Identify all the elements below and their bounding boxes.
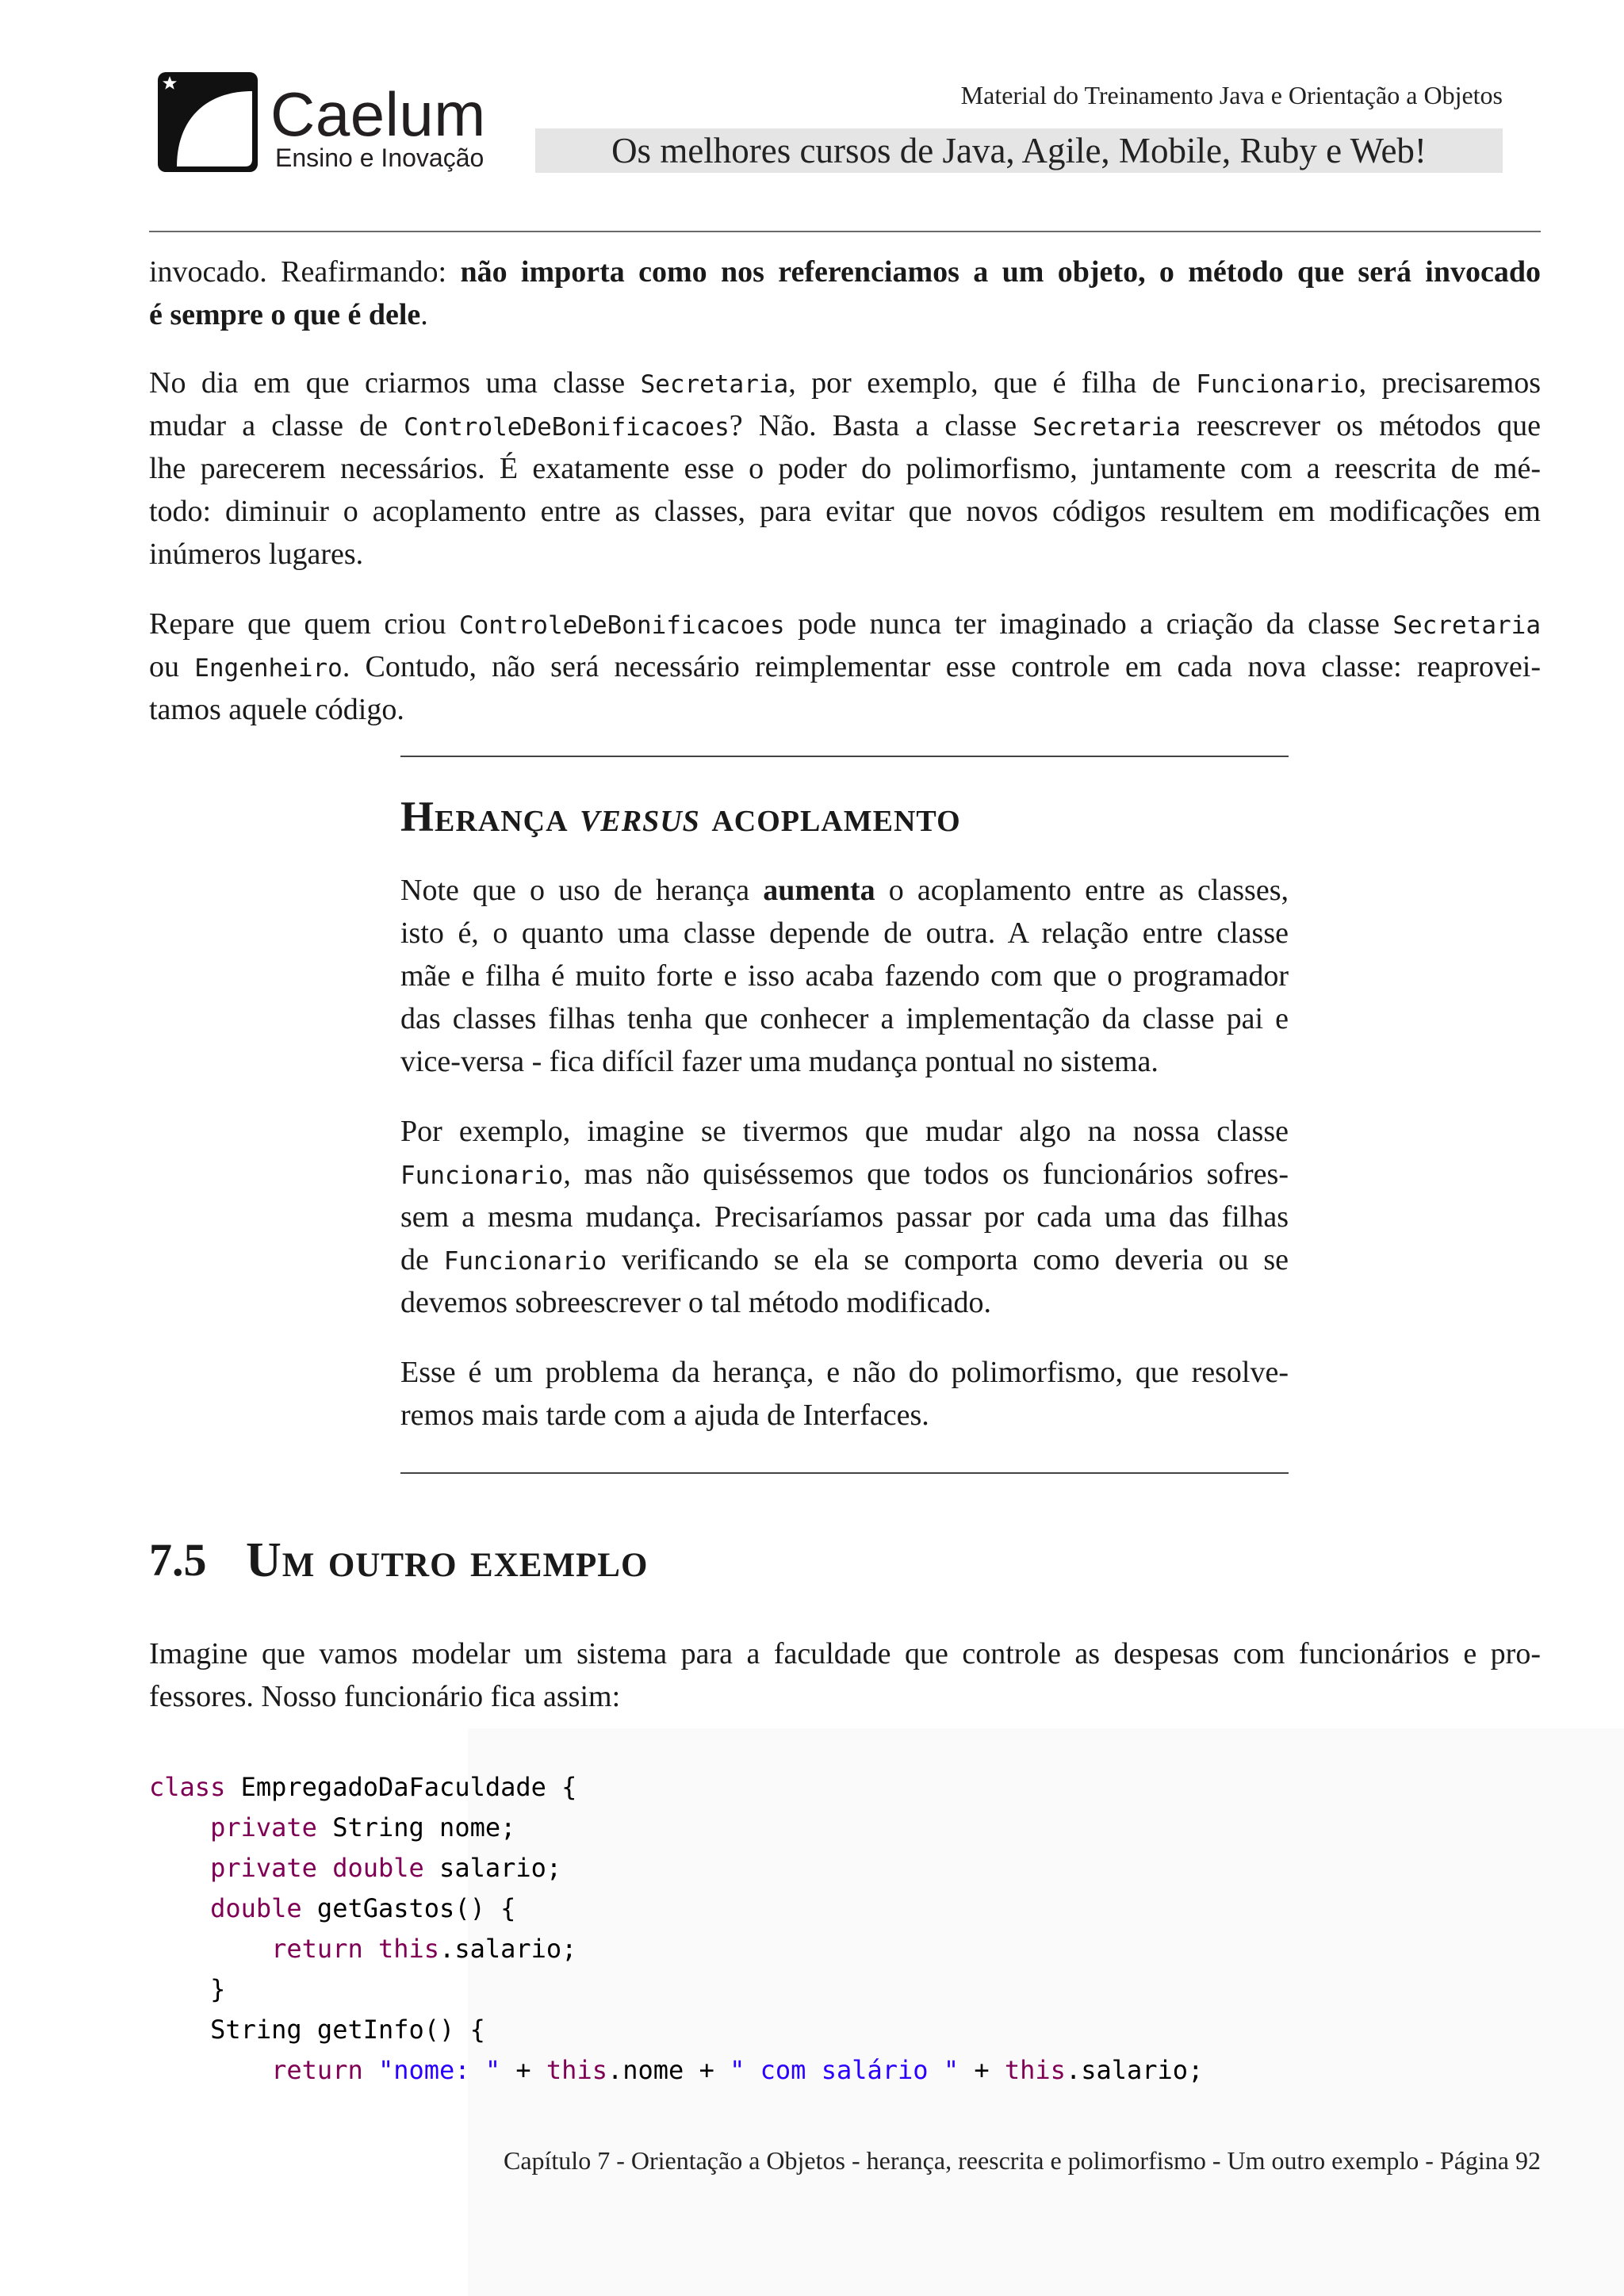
text-run: No dia em que criarmos uma classe [149, 366, 641, 400]
text-run: , por exemplo, que é filha de [788, 366, 1197, 400]
text-run: o acoplamento entre as classes, [875, 874, 1289, 907]
text-run: todo: diminuir o acoplamento entre as classes, para evitar que novos códigos resultem em modificações em [149, 495, 1541, 528]
text-line [400, 955, 1289, 997]
text-run: Herança [400, 793, 580, 840]
text-line [400, 912, 1289, 955]
text-run: das classes filhas tenha que conhecer a implementação da classe pai e [400, 1002, 1289, 1035]
text-run: isto é, o quanto uma classe depende de outra. A relação entre classe [400, 916, 1289, 950]
inline-code: Funcionario [1196, 370, 1359, 399]
text-run: invocado. Reafirmando: [149, 255, 461, 289]
text-line [149, 688, 1541, 731]
keyword: private [210, 1812, 317, 1843]
box-paragraph [400, 1110, 1289, 1324]
text-run: ou [149, 650, 195, 683]
text-line [149, 645, 1541, 688]
text-run: , precisaremos [1358, 366, 1541, 400]
text-run: lhe parecerem necessários. É exatamente esse o poder do polimorfismo, juntamente com a reescrita de mé- [149, 452, 1541, 485]
text-run: Repare que quem criou [149, 607, 459, 641]
text-run [149, 1812, 210, 1843]
text-run: , mas não quiséssemos que todos os funcionários sofres- [563, 1158, 1289, 1191]
text-run [149, 1853, 210, 1883]
text-run: de [400, 1243, 444, 1276]
inline-code: Funcionario [400, 1161, 564, 1190]
text-run: Imagine que vamos modelar um sistema para a faculdade que controle as despesas com funcionários e pro- [149, 1637, 1541, 1670]
text-run: pode nunca ter imaginado a criação da classe [784, 607, 1393, 641]
inline-code: Secretaria [1392, 611, 1541, 640]
text-run [363, 2055, 378, 2085]
page-footer: Capítulo 7 - Orientação a Objetos - herança, reescrita e polimorfismo - Um outro exemplo - Página 92 [503, 2146, 1541, 2175]
text-run: remos mais tarde com a ajuda de Interfaces. [400, 1399, 929, 1432]
text-run: Note que o uso de herança [400, 874, 764, 907]
code-listing [149, 1767, 1203, 2091]
text-run: .salario; [1065, 2055, 1204, 2085]
bold-text: aumenta [763, 874, 875, 907]
code-line [149, 1929, 1203, 1969]
text-line [149, 293, 1541, 336]
keyword: this [1004, 2055, 1066, 2085]
text-run [317, 1853, 332, 1883]
paragraph [149, 251, 1541, 336]
text-run: getGastos() { [301, 1893, 516, 1923]
logo-tagline: Ensino e Inovação [275, 144, 485, 172]
text-line [400, 1196, 1289, 1238]
code-line [149, 1888, 1203, 1929]
text-run: verificando se ela se comporta como deveria ou se [607, 1243, 1289, 1276]
text-run: + [500, 2055, 546, 2085]
text-run: fessores. Nosso funcionário fica assim: [149, 1680, 621, 1713]
text-line [149, 1632, 1541, 1675]
text-run: devemos sobreescrever o tal método modificado. [400, 1286, 991, 1319]
paragraph [149, 1632, 1541, 1718]
string-literal: "nome: " [377, 2055, 501, 2085]
text-line [400, 793, 1289, 840]
keyword: this [377, 1934, 440, 1964]
section-number: 7.5 [149, 1534, 207, 1586]
text-run: Por exemplo, imagine se tivermos que mudar algo na nossa classe [400, 1115, 1289, 1148]
text-run: Esse é um problema da herança, e não do polimorfismo, que resolve- [400, 1356, 1289, 1389]
code-line [149, 2010, 1203, 2050]
box-paragraph [400, 1351, 1289, 1437]
inline-code: Funcionario [443, 1247, 607, 1276]
text-run: } [149, 1974, 226, 2004]
text-line [149, 447, 1541, 490]
text-line [149, 404, 1541, 447]
paragraph [149, 362, 1541, 576]
header-banner: Os melhores cursos de Java, Agile, Mobile, Ruby e Web! [535, 128, 1503, 173]
bold-text: é sempre o que é dele [149, 298, 421, 331]
code-line [149, 1808, 1203, 1848]
paragraph [149, 603, 1541, 731]
header-rule [149, 231, 1541, 232]
box-paragraph [400, 869, 1289, 1083]
inline-code: ControleDeBonificacoes [458, 611, 785, 640]
box-top-rule [400, 756, 1289, 757]
keyword: this [546, 2055, 607, 2085]
logo-wordmark: Caelum [270, 79, 486, 149]
text-run: reescrever os métodos que [1180, 409, 1541, 442]
text-line [400, 1351, 1289, 1394]
text-line [149, 251, 1541, 293]
inline-code: Secretaria [1032, 413, 1181, 442]
text-run [149, 1934, 271, 1964]
text-line [400, 997, 1289, 1040]
text-run: . Contudo, não será necessário reimplementar esse controle em cada nova classe: reaprovei- [342, 650, 1542, 683]
string-literal: " com salário " [730, 2055, 959, 2085]
box-bottom-rule [400, 1472, 1289, 1474]
text-line [149, 1675, 1541, 1718]
header-subtitle: Material do Treinamento Java e Orientação a Objetos [960, 81, 1503, 109]
keyword: double [332, 1853, 424, 1883]
code-line [149, 1767, 1203, 1808]
text-run: EmpregadoDaFaculdade { [225, 1772, 577, 1802]
text-run: mudar a classe de [149, 409, 404, 442]
text-run: tamos aquele código. [149, 693, 404, 726]
text-line [400, 869, 1289, 912]
text-line [400, 1040, 1289, 1083]
inline-code: ControleDeBonificacoes [404, 413, 730, 442]
text-run: .nome + [607, 2055, 730, 2085]
keyword: return [271, 1934, 363, 1964]
text-run: sem a mesma mudança. Precisaríamos passar por cada uma das filhas [400, 1200, 1289, 1234]
code-line [149, 1848, 1203, 1888]
text-line [400, 1153, 1289, 1196]
text-line [400, 1281, 1289, 1324]
keyword: return [271, 2055, 363, 2085]
text-line [400, 1110, 1289, 1153]
text-run: inúmeros lugares. [149, 538, 364, 571]
text-run: + [959, 2055, 1005, 2085]
keyword: class [149, 1772, 226, 1802]
caelum-logo-icon [156, 71, 259, 174]
text-run: mãe e filha é muito forte e isso acaba fazendo com que o programador [400, 959, 1289, 993]
text-run: String getInfo() { [149, 2015, 485, 2045]
text-line [149, 603, 1541, 645]
text-line [149, 490, 1541, 533]
text-run: vice-versa - fica difícil fazer uma mudança pontual no sistema. [400, 1045, 1159, 1078]
text-run [149, 2055, 271, 2085]
inline-code: Engenheiro [194, 654, 343, 683]
italic-text: versus [580, 793, 700, 840]
text-run [363, 1934, 378, 1964]
text-run: . [420, 298, 428, 331]
text-run: ? Não. Basta a classe [729, 409, 1033, 442]
code-line [149, 2050, 1203, 2091]
text-line [400, 1238, 1289, 1281]
keyword: double [210, 1893, 302, 1923]
text-run: salario; [423, 1853, 562, 1883]
text-run: .salario; [439, 1934, 577, 1964]
text-line [149, 533, 1541, 576]
text-run: String nome; [316, 1812, 516, 1843]
text-line [149, 362, 1541, 404]
bold-text: não importa como nos referenciamos a um objeto, o método que será invocado [460, 255, 1542, 289]
text-line [400, 1394, 1289, 1437]
text-run: acoplamento [699, 793, 961, 840]
box-title [400, 793, 1289, 840]
keyword: private [210, 1853, 317, 1883]
code-line [149, 1969, 1203, 2010]
text-run [149, 1893, 210, 1923]
inline-code: Secretaria [640, 370, 789, 399]
section-title: Um outro exemplo [246, 1533, 649, 1587]
